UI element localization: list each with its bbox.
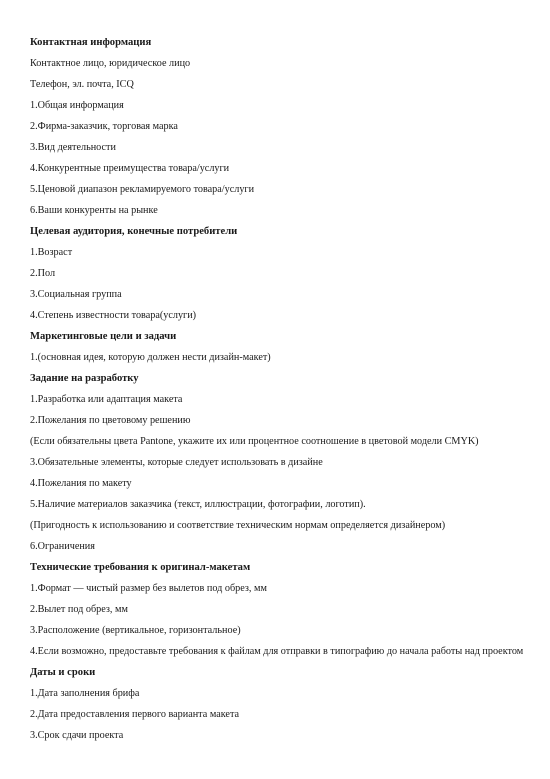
list-item: 1.Разработка или адаптация макета bbox=[30, 394, 183, 405]
list-item: 3.Обязательные элементы, которые следует использовать в дизайне bbox=[30, 457, 323, 468]
list-item: 4.Если возможно, предоставьте требования к файлам для отправки в типографию до начала работы над проектом bbox=[30, 646, 524, 657]
text-line: Телефон, эл. почта, ICQ bbox=[30, 79, 134, 90]
list-item: 3.Социальная группа bbox=[30, 289, 122, 300]
text-line: Контактное лицо, юридическое лицо bbox=[30, 58, 191, 69]
list-item: 6.Ограничения bbox=[30, 541, 95, 552]
section-heading-marketing: Маркетинговые цели и задачи bbox=[30, 331, 177, 342]
section-heading-audience: Целевая аудитория, конечные потребители bbox=[30, 226, 238, 237]
text-line: (Если обязательны цвета Pantone, укажите их или процентное соотношение в цветовой модели CMYK) bbox=[30, 436, 479, 447]
list-item: 1.Общая информация bbox=[30, 100, 124, 111]
list-item: 2.Пол bbox=[30, 268, 56, 279]
section-heading-task: Задание на разработку bbox=[30, 373, 139, 384]
list-item: 6.Ваши конкуренты на рынке bbox=[30, 205, 158, 216]
list-item: 2.Дата предоставления первого варианта макета bbox=[30, 709, 240, 720]
section-heading-technical: Технические требования к оригинал-макетам bbox=[30, 562, 251, 573]
list-item: 1.(основная идея, которую должен нести дизайн-макет) bbox=[30, 352, 271, 363]
list-item: 4.Пожелания по макету bbox=[30, 478, 132, 489]
list-item: 2.Вылет под обрез, мм bbox=[30, 604, 128, 615]
list-item: 2.Фирма-заказчик, торговая марка bbox=[30, 121, 178, 132]
list-item: 4.Конкурентные преимущества товара/услуги bbox=[30, 163, 230, 174]
list-item: 3.Расположение (вертикальное, горизонтальное) bbox=[30, 625, 241, 636]
list-item: 3.Срок сдачи проекта bbox=[30, 730, 124, 741]
section-heading-dates: Даты и сроки bbox=[30, 667, 96, 678]
list-item: 4.Степень известности товара(услуги) bbox=[30, 310, 197, 321]
list-item: 1.Возраст bbox=[30, 247, 73, 258]
list-item: 3.Вид деятельности bbox=[30, 142, 116, 153]
list-item: 2.Пожелания по цветовому решению bbox=[30, 415, 191, 426]
list-item: 1.Формат — чистый размер без вылетов под обрез, мм bbox=[30, 583, 267, 594]
section-heading-contact: Контактная информация bbox=[30, 37, 152, 48]
list-item: 1.Дата заполнения брифа bbox=[30, 688, 140, 699]
text-line: (Пригодность к использованию и соответствие техническим нормам определяется дизайнером) bbox=[30, 520, 446, 531]
list-item: 5.Ценовой диапазон рекламируемого товара/услуги bbox=[30, 184, 255, 195]
list-item: 5.Наличие материалов заказчика (текст, иллюстрации, фотографии, логотип). bbox=[30, 499, 366, 510]
